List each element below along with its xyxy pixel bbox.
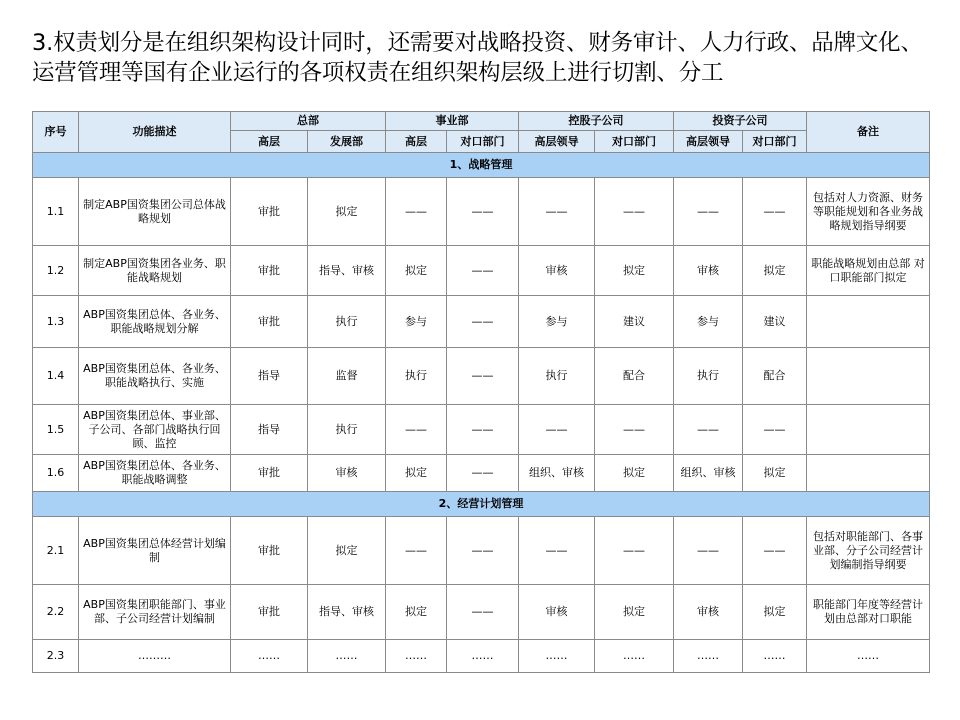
hold-leader-cell: 参与 [519,296,595,348]
row-number: 2.2 [33,585,79,640]
hq-senior-cell: 指导 [231,348,308,405]
biz-dept-cell: …… [447,640,519,673]
biz-dept-cell: —— [447,296,519,348]
table-row [33,246,930,296]
row-number: 1.4 [33,348,79,405]
hold-dept-cell: —— [595,178,674,246]
note-cell: 职能战略规划由总部 对口职能部门拟定 [807,246,930,296]
inv-dept-cell: 拟定 [743,246,807,296]
table-row [33,178,930,246]
inv-dept-cell: —— [743,405,807,455]
function-description: ABP国资集团总体、各业务、职能战略执行、实施 [79,348,231,405]
inv-leader-cell: 执行 [674,348,743,405]
inv-dept-cell: 拟定 [743,455,807,492]
header-biz-dept: 对口部门 [447,131,519,153]
inv-dept-cell: —— [743,517,807,585]
inv-leader-cell: 参与 [674,296,743,348]
header-seq: 序号 [33,112,79,153]
biz-dept-cell: —— [447,517,519,585]
table-row [33,296,930,348]
hq-senior-cell: 审批 [231,585,308,640]
header-hq-dev: 发展部 [308,131,386,153]
hold-dept-cell: 拟定 [595,455,674,492]
hq-dev-cell: 拟定 [308,517,386,585]
function-description: ……… [79,640,231,673]
hold-leader-cell: —— [519,178,595,246]
biz-senior-cell: —— [386,405,447,455]
hold-dept-cell: —— [595,517,674,585]
table-row [33,640,930,673]
row-number: 2.1 [33,517,79,585]
row-number: 1.1 [33,178,79,246]
function-description: ABP国资集团总体、各业务、职能战略调整 [79,455,231,492]
hold-leader-cell: 审核 [519,585,595,640]
biz-senior-cell: 执行 [386,348,447,405]
header-function: 功能描述 [79,112,231,153]
function-description: ABP国资集团职能部门、事业部、子公司经营计划编制 [79,585,231,640]
header-hq-senior: 高层 [231,131,308,153]
header-business-unit: 事业部 [386,112,519,131]
hq-senior-cell: 审批 [231,178,308,246]
inv-dept-cell: —— [743,178,807,246]
hold-dept-cell: …… [595,640,674,673]
header-hold-leader: 高层领导 [519,131,595,153]
inv-leader-cell: 审核 [674,585,743,640]
header-holding-sub: 控股子公司 [519,112,674,131]
hq-senior-cell: 审批 [231,455,308,492]
biz-senior-cell: —— [386,517,447,585]
biz-dept-cell: —— [447,405,519,455]
hq-dev-cell: 指导、审核 [308,585,386,640]
note-cell [807,405,930,455]
hold-dept-cell: 拟定 [595,585,674,640]
function-description: ABP国资集团总体经营计划编制 [79,517,231,585]
header-invest-sub: 投资子公司 [674,112,807,131]
hq-senior-cell: …… [231,640,308,673]
biz-senior-cell: 参与 [386,296,447,348]
header-hq: 总部 [231,112,386,131]
hq-dev-cell: 审核 [308,455,386,492]
hq-dev-cell: 指导、审核 [308,246,386,296]
hold-leader-cell: —— [519,517,595,585]
header-hold-dept: 对口部门 [595,131,674,153]
biz-senior-cell: 拟定 [386,455,447,492]
function-description: ABP国资集团总体、事业部、子公司、各部门战略执行回顾、监控 [79,405,231,455]
table-row [33,517,930,585]
inv-dept-cell: …… [743,640,807,673]
row-number: 1.6 [33,455,79,492]
header-biz-senior: 高层 [386,131,447,153]
header-note: 备注 [807,112,930,153]
inv-leader-cell: …… [674,640,743,673]
biz-dept-cell: —— [447,246,519,296]
biz-senior-cell: 拟定 [386,585,447,640]
section-row [33,492,930,517]
hq-dev-cell: 拟定 [308,178,386,246]
table-row [33,455,930,492]
hold-leader-cell: 审核 [519,246,595,296]
biz-dept-cell: —— [447,348,519,405]
hq-senior-cell: 审批 [231,517,308,585]
note-cell [807,348,930,405]
table-row [33,405,930,455]
hold-leader-cell: —— [519,405,595,455]
hold-leader-cell: 执行 [519,348,595,405]
hold-leader-cell: 组织、审核 [519,455,595,492]
hq-dev-cell: 监督 [308,348,386,405]
header-inv-leader: 高层领导 [674,131,743,153]
section-title: 2、经营计划管理 [33,492,930,517]
note-cell: 职能部门年度等经营计划由总部对口职能 [807,585,930,640]
biz-dept-cell: —— [447,585,519,640]
row-number: 2.3 [33,640,79,673]
note-cell [807,455,930,492]
biz-dept-cell: —— [447,178,519,246]
function-description: 制定ABP国资集团公司总体战略规划 [79,178,231,246]
hq-senior-cell: 指导 [231,405,308,455]
inv-dept-cell: 拟定 [743,585,807,640]
hq-senior-cell: 审批 [231,296,308,348]
hold-leader-cell: …… [519,640,595,673]
inv-leader-cell: —— [674,405,743,455]
inv-dept-cell: 建议 [743,296,807,348]
hq-senior-cell: 审批 [231,246,308,296]
biz-senior-cell: —— [386,178,447,246]
page-title: 3.权责划分是在组织架构设计同时，还需要对战略投资、财务审计、人力行政、品牌文化、运营管理等国有企业运行的各项权责在组织架构层级上进行切割、分工 [32,30,923,86]
authority-table [32,111,930,673]
hold-dept-cell: 拟定 [595,246,674,296]
note-cell [807,296,930,348]
function-description: 制定ABP国资集团各业务、职能战略规划 [79,246,231,296]
inv-dept-cell: 配合 [743,348,807,405]
biz-senior-cell: 拟定 [386,246,447,296]
inv-leader-cell: —— [674,517,743,585]
row-number: 1.3 [33,296,79,348]
inv-leader-cell: 审核 [674,246,743,296]
section-title: 1、战略管理 [33,153,930,178]
section-row [33,153,930,178]
function-description: ABP国资集团总体、各业务、职能战略规划分解 [79,296,231,348]
hq-dev-cell: …… [308,640,386,673]
note-cell: 包括对职能部门、各事业部、分子公司经营计划编制指导纲要 [807,517,930,585]
hq-dev-cell: 执行 [308,296,386,348]
note-cell: 包括对人力资源、财务等职能规划和各业务战略规划指导纲要 [807,178,930,246]
table-row [33,348,930,405]
header-inv-dept: 对口部门 [743,131,807,153]
biz-senior-cell: …… [386,640,447,673]
inv-leader-cell: —— [674,178,743,246]
row-number: 1.5 [33,405,79,455]
row-number: 1.2 [33,246,79,296]
inv-leader-cell: 组织、审核 [674,455,743,492]
note-cell: …… [807,640,930,673]
table-row [33,585,930,640]
hold-dept-cell: 建议 [595,296,674,348]
hold-dept-cell: 配合 [595,348,674,405]
hq-dev-cell: 执行 [308,405,386,455]
biz-dept-cell: —— [447,455,519,492]
hold-dept-cell: —— [595,405,674,455]
